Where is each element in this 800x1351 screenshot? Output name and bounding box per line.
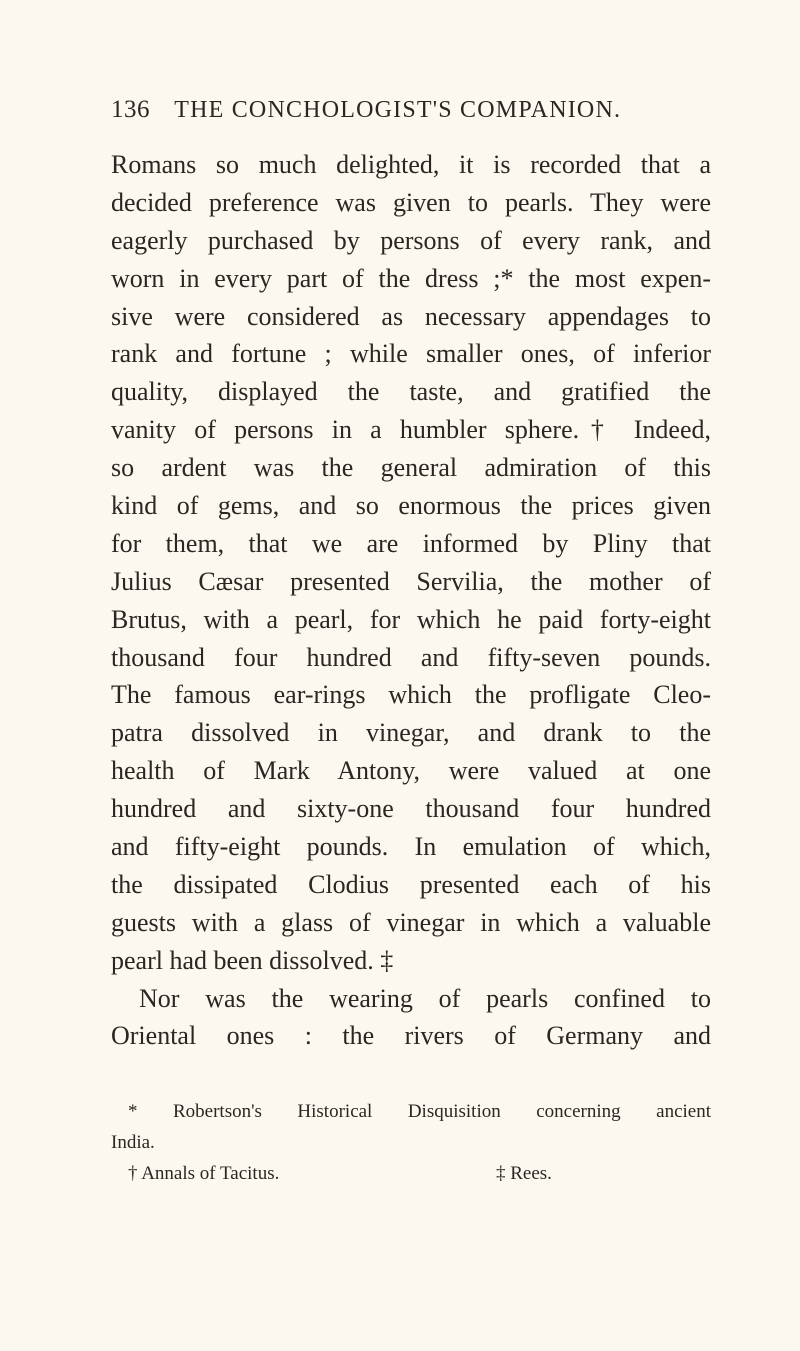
footnotes [111, 1096, 711, 1189]
text-line: guests with a glass of vinegar in which a valuable [111, 907, 711, 937]
text-line: Brutus, with a pearl, for which he paid forty-eight [111, 604, 711, 634]
text-line: the dissipated Clodius presented each of his [111, 869, 711, 899]
text-line: patra dissolved in vinegar, and drank to the [111, 718, 711, 748]
text-line: and fifty-eight pounds. In emulation of which, [111, 832, 711, 862]
footnote-robertson: * Robertson's Historical Disquisition concerning ancient [128, 1101, 711, 1122]
text-line: vanity of persons in a humbler sphere.† Indeed, [111, 415, 711, 445]
text-line: Oriental ones : the rivers of Germany and [111, 1021, 711, 1051]
text-line: The famous ear-rings which the profligate Cleo- [111, 680, 711, 710]
footnote-robertson-continued: India. [111, 1132, 155, 1153]
text-line-paragraph-start: Nor was the wearing of pearls confined to [139, 983, 711, 1013]
page-header [111, 92, 711, 128]
text-line-paragraph-end: pearl had been dissolved. ‡ [111, 945, 394, 975]
text-line: sive were considered as necessary appendages to [111, 301, 711, 331]
text-line: Romans so much delighted, it is recorded that a [111, 150, 711, 179]
text-line: rank and fortune ; while smaller ones, of inferior [111, 339, 711, 369]
page-number: 136 [111, 96, 150, 123]
footnote-row [111, 1158, 711, 1189]
text-line: eagerly purchased by persons of every rank, and [111, 225, 711, 255]
footnote-tacitus: † Annals of Tacitus. [128, 1163, 280, 1184]
text-line: thousand four hundred and fifty-seven pounds. [111, 642, 711, 672]
footnote-rees: ‡ Rees. [496, 1163, 552, 1184]
text-line: worn in every part of the dress ;* the most expen- [111, 263, 711, 293]
text-line: health of Mark Antony, were valued at one [111, 756, 711, 786]
body-text [111, 146, 711, 1055]
running-head: THE CONCHOLOGIST'S COMPANION. [174, 97, 622, 123]
text-line: kind of gems, and so enormous the prices given [111, 491, 711, 521]
text-line: Julius Cæsar presented Servilia, the mother of [111, 566, 711, 596]
text-line: for them, that we are informed by Pliny that [111, 528, 711, 558]
text-line: so ardent was the general admiration of this [111, 453, 711, 483]
text-line: hundred and sixty-one thousand four hundred [111, 794, 711, 824]
text-line: quality, displayed the taste, and gratified the [111, 377, 711, 407]
text-line: decided preference was given to pearls. They were [111, 187, 711, 217]
